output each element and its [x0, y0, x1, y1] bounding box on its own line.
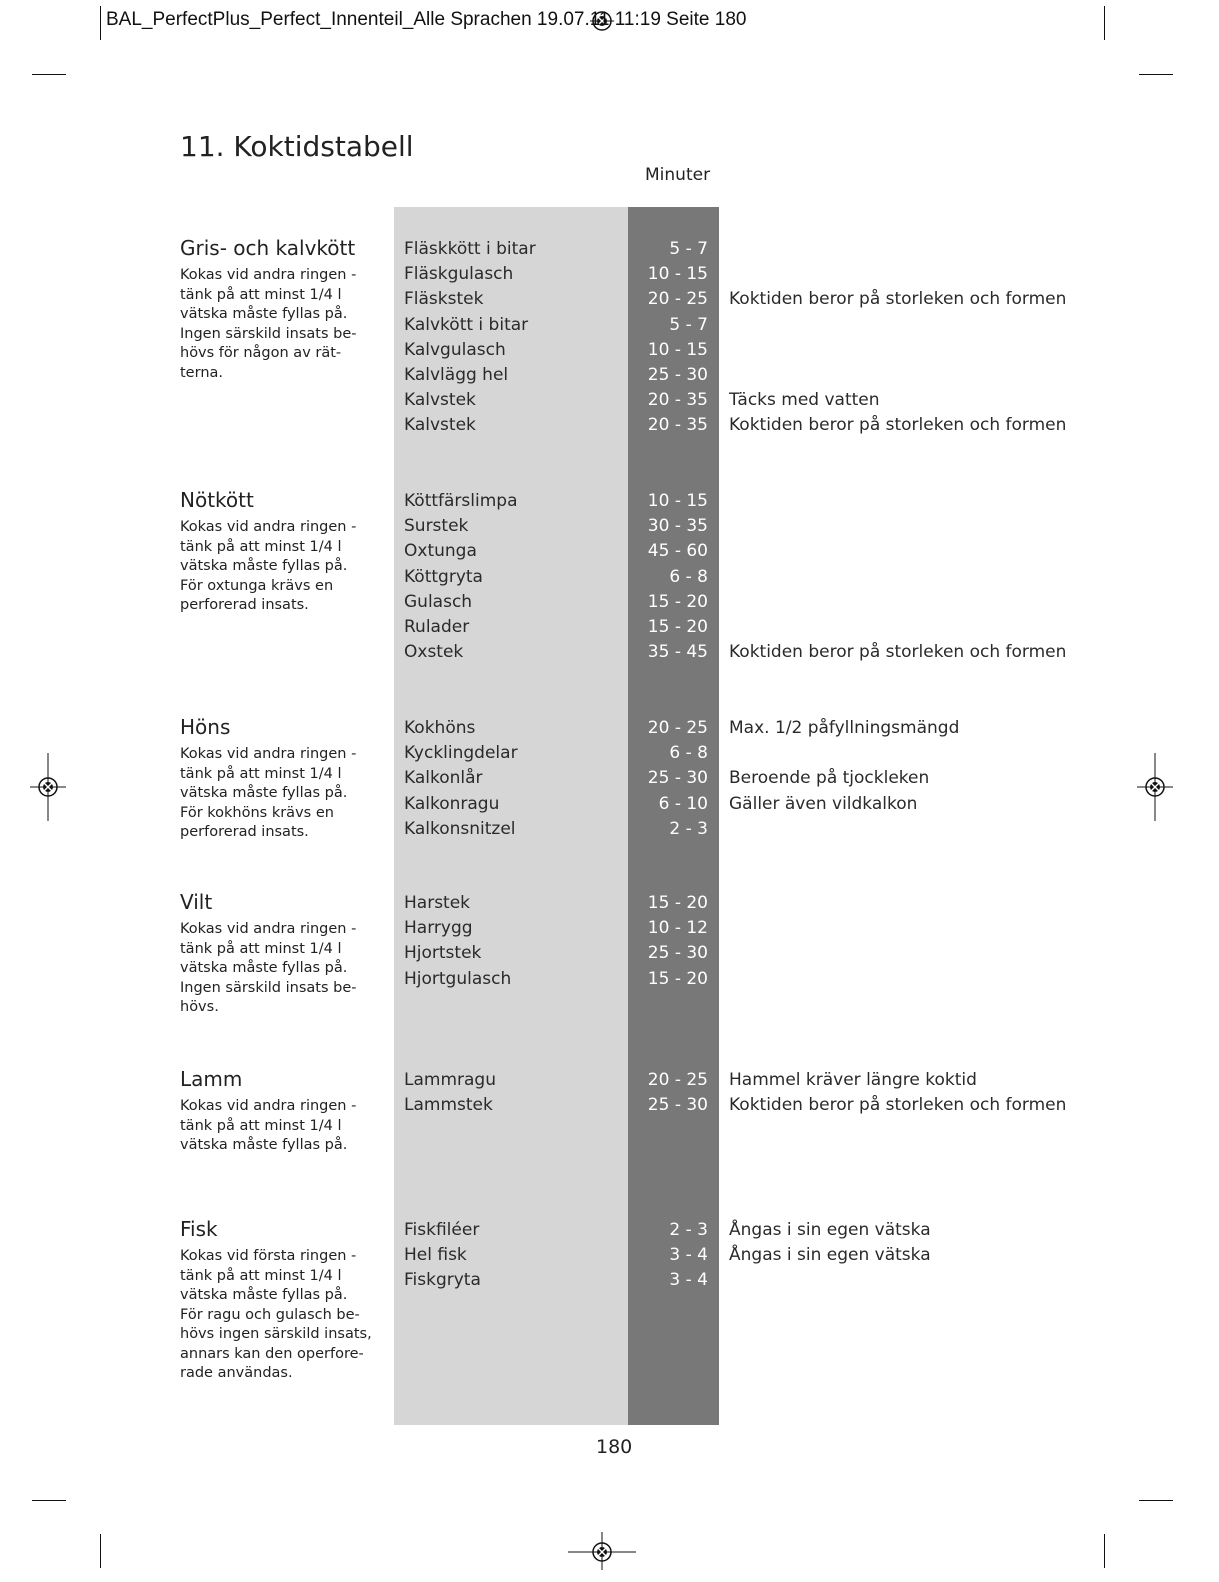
print-slug-header: BAL_PerfectPlus_Perfect_Innenteil_Alle Sprachen 19.07.11 11:19 Seite 180	[106, 9, 747, 30]
dish-name: Oxstek	[404, 642, 464, 663]
cooking-time: 5 - 7	[669, 314, 708, 335]
dish-name: Harstek	[404, 893, 471, 913]
cooking-time: 20 - 35	[647, 415, 708, 436]
cooking-time: 30 - 35	[647, 516, 708, 537]
section-description: Kokas vid andra ringen - tänk på att minst 1/4 l vätska måste fyllas på. För oxtunga krävs en perforerad insats.	[180, 519, 357, 613]
cooking-time: 15 - 20	[647, 968, 708, 989]
section-title: Höns	[180, 715, 231, 739]
cooking-note: Beroende på tjockleken	[729, 768, 930, 789]
dish-name: Fläskkött i bitar	[404, 239, 536, 259]
crop-mark	[1139, 74, 1173, 75]
dish-name: Kalvkött i bitar	[404, 314, 529, 335]
dish-name: Kalkonlår	[404, 768, 483, 789]
crop-mark	[100, 1534, 101, 1568]
cooking-time: 25 - 30	[647, 1095, 708, 1116]
dish-name: Lammragu	[404, 1070, 496, 1090]
dish-name: Surstek	[404, 516, 469, 537]
section-description: Kokas vid andra ringen - tänk på att minst 1/4 l vätska måste fyllas på. Ingen särskild insats be- hövs.	[180, 921, 357, 1015]
dish-name: Fläskgulasch	[404, 264, 514, 285]
dish-name: Harrygg	[404, 918, 473, 939]
dish-name: Kokhöns	[404, 718, 476, 738]
cooking-time: 35 - 45	[647, 642, 708, 663]
registration-mark-icon	[590, 1540, 614, 1564]
cooking-time: 10 - 15	[647, 491, 708, 511]
cooking-time: 10 - 15	[647, 264, 708, 285]
section-description: Kokas vid andra ringen - tänk på att minst 1/4 l vätska måste fyllas på. Ingen särskild insats be- hövs för någon av rät- terna.	[180, 267, 357, 381]
section-description: Kokas vid andra ringen - tänk på att minst 1/4 l vätska måste fyllas på. För kokhöns krävs en perforerad insats.	[180, 746, 357, 840]
dish-name: Hjortstek	[404, 943, 482, 964]
cooking-time: 3 - 4	[669, 1270, 708, 1291]
cooking-note: Ångas i sin egen vätska	[729, 1220, 931, 1240]
section-description: Kokas vid andra ringen - tänk på att minst 1/4 l vätska måste fyllas på.	[180, 1098, 357, 1153]
section-description: Kokas vid första ringen - tänk på att minst 1/4 l vätska måste fyllas på. För ragu och gulasch be- hövs ingen särskild insats, annars kan den operfore- rade användas.	[180, 1248, 372, 1381]
registration-mark-icon	[36, 775, 60, 799]
cooking-time: 25 - 30	[647, 365, 708, 385]
cooking-note: Koktiden beror på storleken och formen	[729, 642, 1067, 663]
page-title: 11. Koktidstabell	[180, 130, 414, 163]
dish-name: Fiskgryta	[404, 1270, 481, 1291]
dish-name: Hel fisk	[404, 1245, 467, 1266]
cooking-time: 6 - 10	[658, 793, 708, 814]
cooking-note: Gäller även vildkalkon	[729, 793, 918, 814]
cooking-note: Hammel kräver längre koktid	[729, 1070, 977, 1090]
dish-name: Oxtunga	[404, 541, 477, 562]
dish-name: Köttfärslimpa	[404, 491, 518, 511]
cooking-time: 45 - 60	[647, 541, 708, 562]
crop-mark	[32, 74, 66, 75]
dish-name: Köttgryta	[404, 566, 483, 587]
cooking-note: Max. 1/2 påfyllningsmängd	[729, 718, 960, 738]
dish-name: Kalkonragu	[404, 793, 500, 814]
section-title: Nötkött	[180, 488, 254, 512]
cooking-time: 20 - 25	[647, 289, 708, 310]
dish-name: Kalvstek	[404, 415, 476, 436]
crop-mark	[32, 1500, 66, 1501]
dish-name: Kycklingdelar	[404, 743, 518, 764]
cooking-time: 6 - 8	[669, 566, 708, 587]
cooking-time: 20 - 35	[647, 390, 708, 411]
cooking-note: Koktiden beror på storleken och formen	[729, 415, 1067, 436]
cooking-note: Ångas i sin egen vätska	[729, 1245, 931, 1266]
cooking-time: 25 - 30	[647, 768, 708, 789]
dish-name: Kalvlägg hel	[404, 365, 509, 385]
cooking-time: 3 - 4	[669, 1245, 708, 1266]
dish-name: Gulasch	[404, 591, 473, 612]
crop-mark	[1104, 1534, 1105, 1568]
registration-mark-icon	[1143, 775, 1167, 799]
crop-mark	[100, 6, 101, 40]
cooking-note: Täcks med vatten	[729, 390, 880, 411]
dish-name: Lammstek	[404, 1095, 493, 1116]
section-title: Fisk	[180, 1217, 218, 1241]
dish-name: Rulader	[404, 617, 470, 637]
cooking-time: 15 - 20	[647, 893, 708, 913]
cooking-time: 2 - 3	[669, 1220, 708, 1240]
dish-name: Hjortgulasch	[404, 968, 512, 989]
section-title: Lamm	[180, 1067, 243, 1091]
dish-name: Kalkonsnitzel	[404, 818, 516, 839]
dish-name: Fläskstek	[404, 289, 484, 310]
cooking-note: Koktiden beror på storleken och formen	[729, 289, 1067, 310]
cooking-time: 10 - 12	[647, 918, 708, 939]
dish-name: Fiskfiléer	[404, 1220, 480, 1240]
cooking-time: 20 - 25	[647, 1070, 708, 1090]
cooking-time: 6 - 8	[669, 743, 708, 764]
minutes-column-header: Minuter	[645, 165, 711, 185]
dish-name: Kalvgulasch	[404, 339, 506, 360]
cooking-note: Koktiden beror på storleken och formen	[729, 1095, 1067, 1116]
section-title: Gris- och kalvkött	[180, 236, 356, 260]
section-title: Vilt	[180, 890, 213, 914]
cooking-time: 10 - 15	[647, 339, 708, 360]
cooking-time: 15 - 20	[647, 617, 708, 637]
crop-mark	[1104, 6, 1105, 40]
crop-mark	[1139, 1500, 1173, 1501]
cooking-time: 25 - 30	[647, 943, 708, 964]
cooking-time: 20 - 25	[647, 718, 708, 738]
cooking-time: 5 - 7	[669, 239, 708, 259]
dish-name: Kalvstek	[404, 390, 476, 411]
cooking-time: 15 - 20	[647, 591, 708, 612]
cooking-time: 2 - 3	[669, 818, 708, 839]
page-number: 180	[596, 1436, 633, 1458]
